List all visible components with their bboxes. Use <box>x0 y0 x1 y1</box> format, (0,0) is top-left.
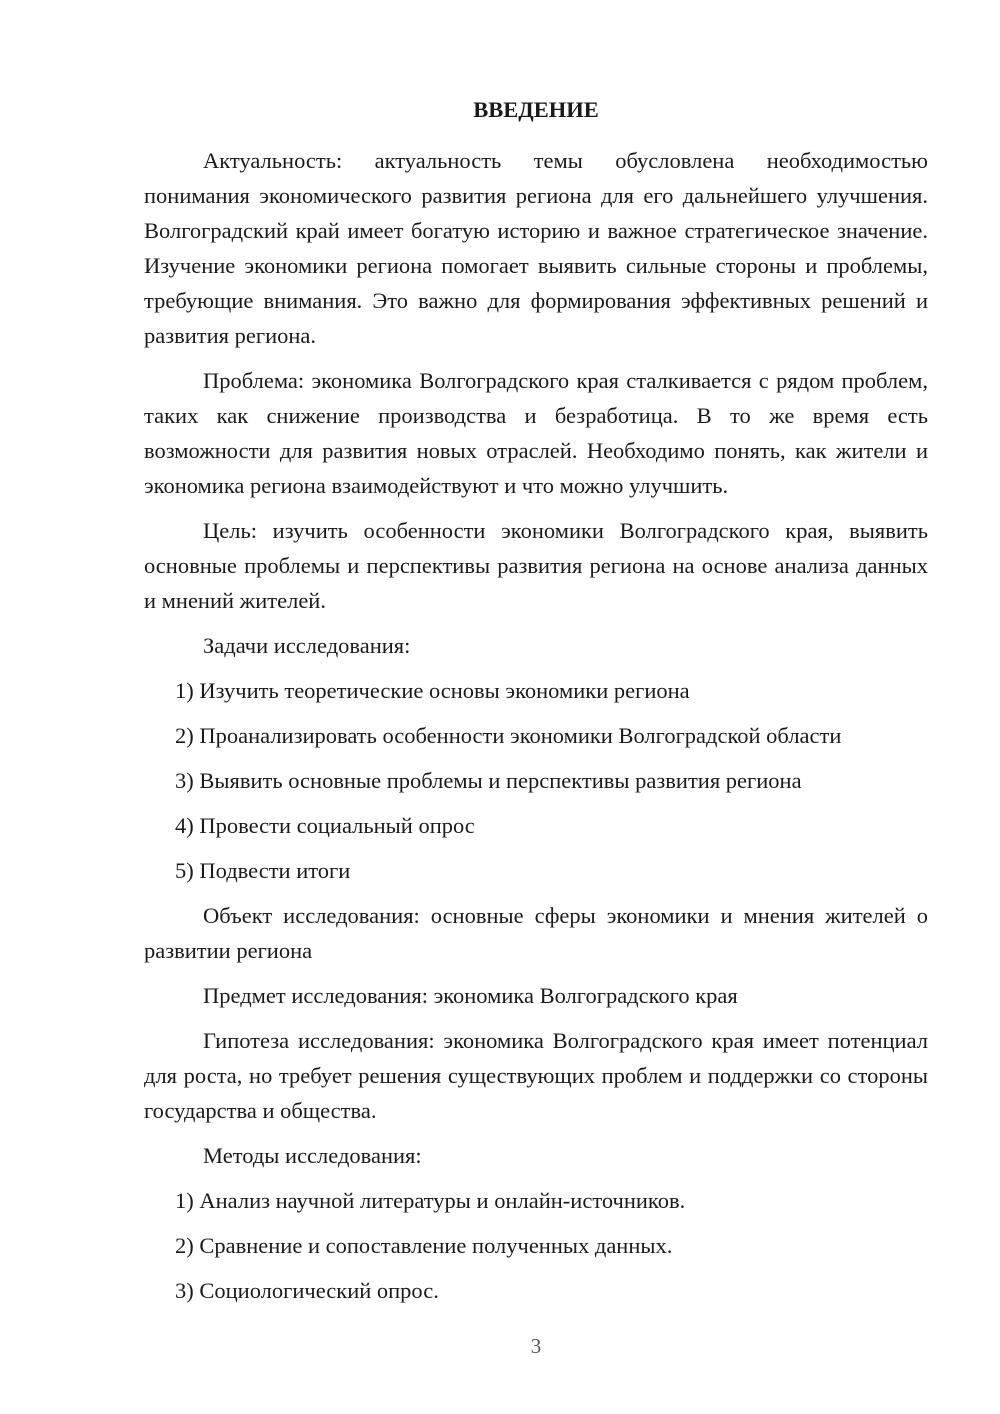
tasks-heading: Задачи исследования: <box>203 633 411 658</box>
object-paragraph: Объект исследования: основные сферы экономики и мнения жителей о развитии региона <box>144 903 928 963</box>
methods-heading: Методы исследования: <box>203 1143 422 1168</box>
section-title: ВВЕДЕНИЕ <box>473 97 599 122</box>
task-item-2: 2) Проанализировать особенности экономики Волгоградской области <box>175 723 842 748</box>
page-number: 3 <box>530 1334 542 1358</box>
document-page <box>144 94 928 1318</box>
subject-line: Предмет исследования: экономика Волгоградского края <box>203 983 738 1008</box>
method-item-2: 2) Сравнение и сопоставление полученных данных. <box>175 1233 673 1258</box>
method-item-3: 3) Социологический опрос. <box>175 1278 439 1303</box>
goal-paragraph: Цель: изучить особенности экономики Волгоградского края, выявить основные проблемы и перспективы развития региона на основе анализа данных и мнений жителей. <box>144 518 928 613</box>
method-item-1: 1) Анализ научной литературы и онлайн-источников. <box>175 1188 686 1213</box>
task-item-1: 1) Изучить теоретические основы экономики региона <box>175 678 690 703</box>
task-item-3: 3) Выявить основные проблемы и перспективы развития региона <box>175 768 802 793</box>
relevance-paragraph: Актуальность: актуальность темы обусловлена необходимостью понимания экономического развития региона для его дальнейшего улучшения. Волгоградский край имеет богатую историю и важное стратегическое значение. Изучение экономики региона помогает выявить сильные стороны и проблемы, требующие внимания. Это важно для формирования эффективных решений и развития региона. <box>144 148 928 348</box>
problem-paragraph: Проблема: экономика Волгоградского края сталкивается с рядом проблем, таких как снижение производства и безработица. В то же время есть возможности для развития новых отраслей. Необходимо понять, как жители и экономика региона взаимодействуют и что можно улучшить. <box>144 368 928 498</box>
task-item-4: 4) Провести социальный опрос <box>175 813 475 838</box>
task-item-5: 5) Подвести итоги <box>175 858 351 883</box>
hypothesis-paragraph: Гипотеза исследования: экономика Волгоградского края имеет потенциал для роста, но требует решения существующих проблем и поддержки со стороны государства и общества. <box>144 1028 928 1123</box>
